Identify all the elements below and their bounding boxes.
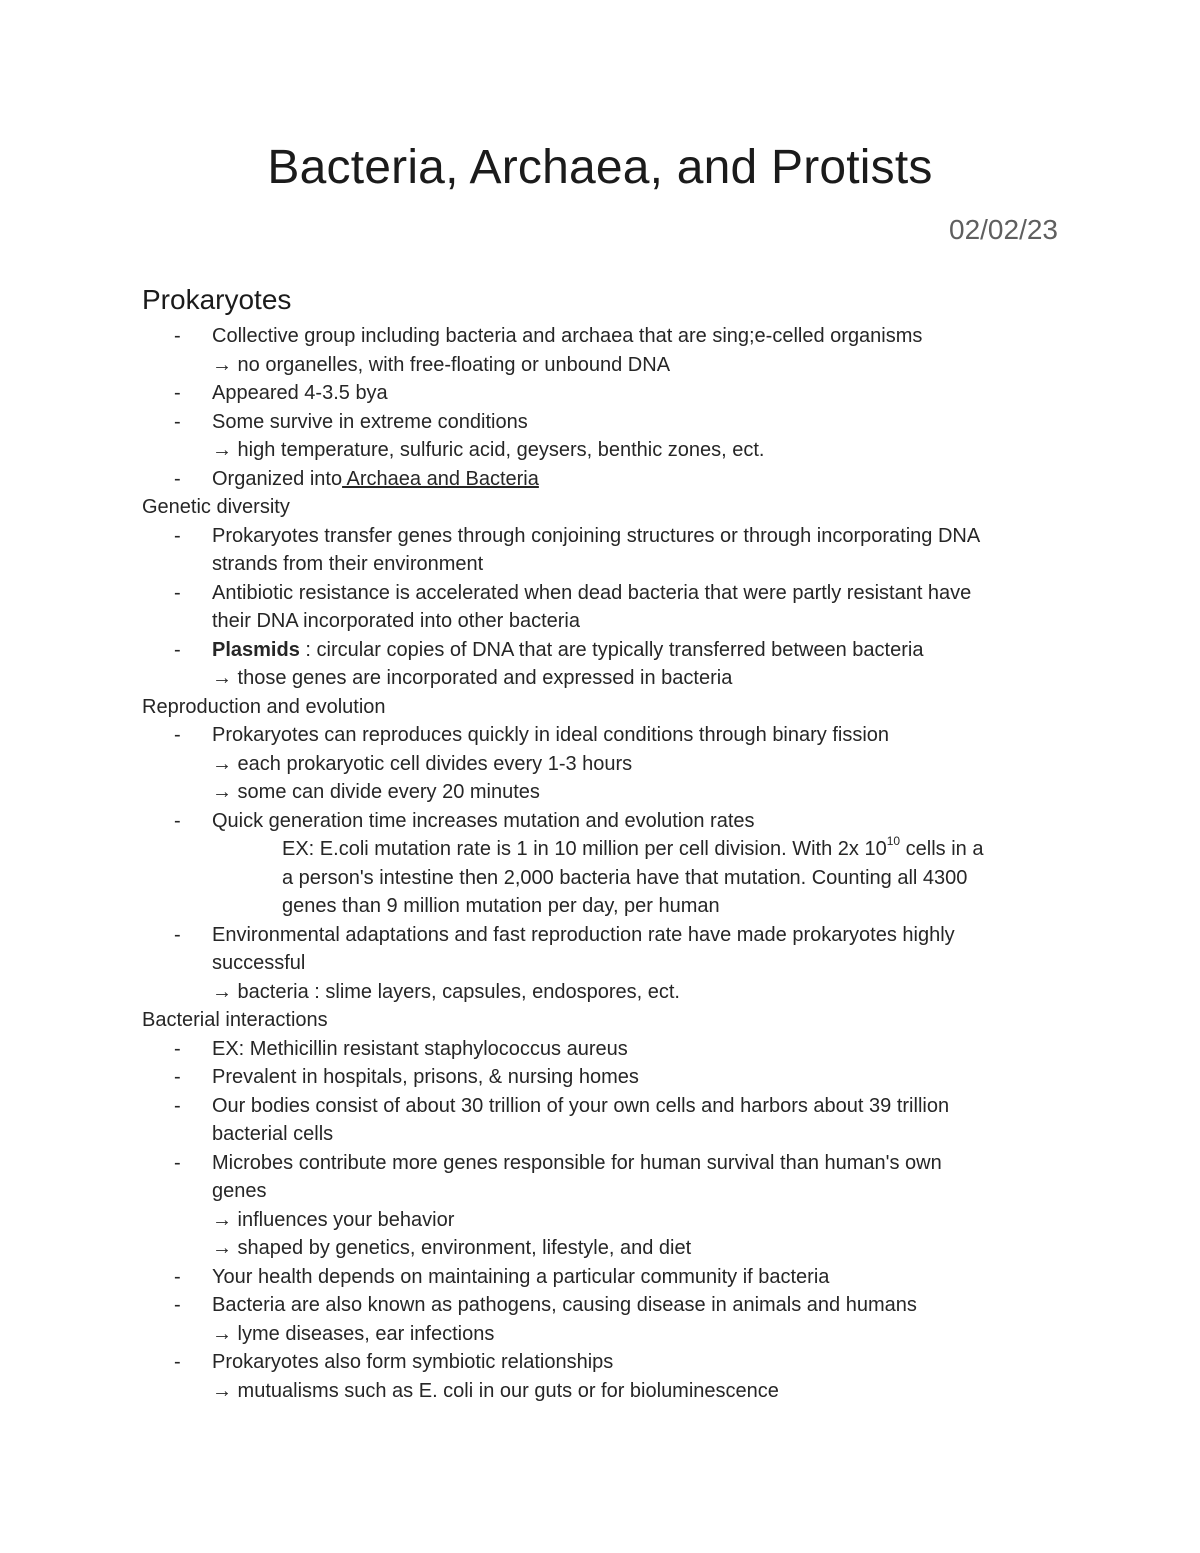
bullet-item	[142, 1149, 1062, 1178]
bullet-text: Bacteria are also known as pathogens, causing disease in animals and humans	[212, 1294, 917, 1316]
bullet-item	[142, 1263, 1062, 1292]
note-text: → mutualisms such as E. coli in our guts or for bioluminescence	[212, 1379, 779, 1402]
note-text: successful	[212, 952, 306, 974]
example-text	[142, 835, 1062, 864]
bullet-text: Prokaryotes can reproduces quickly in ideal conditions through binary fission	[212, 724, 890, 746]
bullet-item	[142, 1291, 1062, 1320]
example-line	[142, 835, 1062, 864]
bullet-text: EX: Methicillin resistant staphylococcus aureus	[212, 1037, 628, 1060]
bullet-item	[142, 1035, 1062, 1064]
bullet-text	[142, 465, 1062, 494]
arrow-note	[142, 778, 1062, 807]
bullet-dash: -	[174, 638, 181, 661]
note-text: genes	[212, 1180, 267, 1202]
bullet-dash: -	[174, 1351, 181, 1373]
arrow-note	[142, 436, 1062, 465]
bullet-dash: -	[174, 1294, 181, 1316]
bullet-dash: -	[174, 809, 181, 832]
note-text: strands from their environment	[212, 553, 484, 575]
subsection-genetic-diversity	[142, 493, 1062, 522]
bullet-item	[142, 408, 1062, 437]
bullet-item	[142, 1063, 1062, 1092]
example-text: genes than 9 million mutation per day, per human	[282, 895, 720, 917]
bullet-dash: -	[174, 467, 181, 490]
bullet-dash: -	[174, 325, 181, 347]
document-title: Bacteria, Archaea, and Protists	[267, 141, 933, 194]
bullet-text: Your health depends on maintaining a particular community if bacteria	[212, 1265, 830, 1288]
note-text: bacterial cells	[212, 1123, 334, 1145]
bullet-dash: -	[174, 410, 181, 433]
bullet-item	[142, 807, 1062, 836]
subsection-title: Bacterial interactions	[142, 1009, 328, 1031]
text-run: Organized into	[212, 467, 343, 490]
bullet-item	[142, 322, 1062, 351]
continuation-line	[142, 607, 1062, 636]
document-date: 02/02/23	[949, 214, 1058, 245]
subsection-reproduction	[142, 693, 1062, 722]
underlined-text: Archaea and Bacteria	[342, 467, 539, 490]
bullet-text: Some survive in extreme conditions	[212, 410, 528, 433]
example-line	[142, 892, 1062, 921]
arrow-note	[142, 351, 1062, 380]
bullet-item	[142, 522, 1062, 551]
bullet-dash: -	[174, 923, 181, 946]
note-text: → influences your behavior	[212, 1208, 455, 1231]
note-text: → some can divide every 20 minutes	[212, 781, 540, 803]
bullet-text: Prokaryotes also form symbiotic relationships	[212, 1351, 614, 1373]
example-text: a person's intestine then 2,000 bacteria have that mutation. Counting all 4300	[282, 866, 968, 889]
arrow-note	[142, 750, 1062, 779]
bullet-text	[142, 636, 1062, 665]
bullet-dash: -	[174, 1066, 181, 1088]
superscript: 10	[886, 834, 901, 849]
continuation-line	[142, 550, 1062, 579]
bullet-item	[142, 921, 1062, 950]
bullet-dash: -	[174, 1151, 181, 1174]
continuation-line	[142, 1120, 1062, 1149]
bullet-dash: -	[174, 1094, 181, 1117]
arrow-note	[142, 1206, 1062, 1235]
continuation-line	[142, 1177, 1062, 1206]
subsection-title: Genetic diversity	[142, 496, 290, 518]
arrow-note	[142, 978, 1062, 1007]
bullet-dash: -	[174, 1265, 181, 1288]
bullet-item	[142, 379, 1062, 408]
text-run: cells in a	[900, 838, 984, 860]
note-text: → lyme diseases, ear infections	[212, 1322, 495, 1345]
note-text: → high temperature, sulfuric acid, geysers, benthic zones, ect.	[212, 439, 765, 461]
bullet-text: Our bodies consist of about 30 trillion of your own cells and harbors about 39 trillion	[212, 1094, 950, 1117]
note-text: their DNA incorporated into other bacteria	[212, 610, 580, 632]
note-text: → shaped by genetics, environment, lifestyle, and diet	[212, 1237, 692, 1259]
bullet-dash: -	[174, 382, 181, 404]
bullet-text: Environmental adaptations and fast reproduction rate have made prokaryotes highly	[212, 923, 955, 946]
continuation-line	[142, 949, 1062, 978]
arrow-note	[142, 1234, 1062, 1263]
notes-body	[142, 322, 1062, 1405]
bullet-text: Prevalent in hospitals, prisons, & nursing homes	[212, 1066, 639, 1088]
bullet-item	[142, 721, 1062, 750]
bullet-dash: -	[174, 1037, 181, 1060]
bullet-item	[142, 636, 1062, 665]
bullet-text: Antibiotic resistance is accelerated when dead bacteria that were partly resistant have	[212, 581, 972, 604]
subsection-title: Reproduction and evolution	[142, 695, 386, 718]
bullet-text: Prokaryotes transfer genes through conjoining structures or through incorporating DNA	[212, 524, 981, 547]
example-line	[142, 864, 1062, 893]
bullet-text: Collective group including bacteria and archaea that are sing;e-celled organisms	[212, 325, 923, 347]
bullet-dash: -	[174, 524, 181, 547]
bullet-text: Microbes contribute more genes responsible for human survival than human's own	[212, 1151, 942, 1174]
text-run: : circular copies of DNA that are typically transferred between bacteria	[299, 638, 924, 661]
arrow-note	[142, 664, 1062, 693]
note-text: → each prokaryotic cell divides every 1-3 hours	[212, 752, 633, 775]
arrow-note	[142, 1377, 1062, 1406]
bullet-dash: -	[174, 724, 181, 746]
bullet-item	[142, 1348, 1062, 1377]
subsection-bacterial-interactions	[142, 1006, 1062, 1035]
arrow-note	[142, 1320, 1062, 1349]
bullet-text: Appeared 4-3.5 bya	[212, 382, 388, 404]
bullet-dash: -	[174, 581, 181, 604]
bold-term: Plasmids	[212, 638, 300, 661]
note-text: → no organelles, with free-floating or unbound DNA	[212, 353, 671, 376]
bullet-item	[142, 1092, 1062, 1121]
bullet-item	[142, 579, 1062, 608]
bullet-item	[142, 465, 1062, 494]
note-text: → bacteria : slime layers, capsules, endospores, ect.	[212, 980, 680, 1003]
note-text: → those genes are incorporated and expressed in bacteria	[212, 667, 733, 689]
bullet-text: Quick generation time increases mutation and evolution rates	[212, 809, 755, 832]
text-run: EX: E.coli mutation rate is 1 in 10 million per cell division. With 2x 10	[282, 838, 887, 860]
section-heading-prokaryotes: Prokaryotes	[142, 284, 292, 315]
